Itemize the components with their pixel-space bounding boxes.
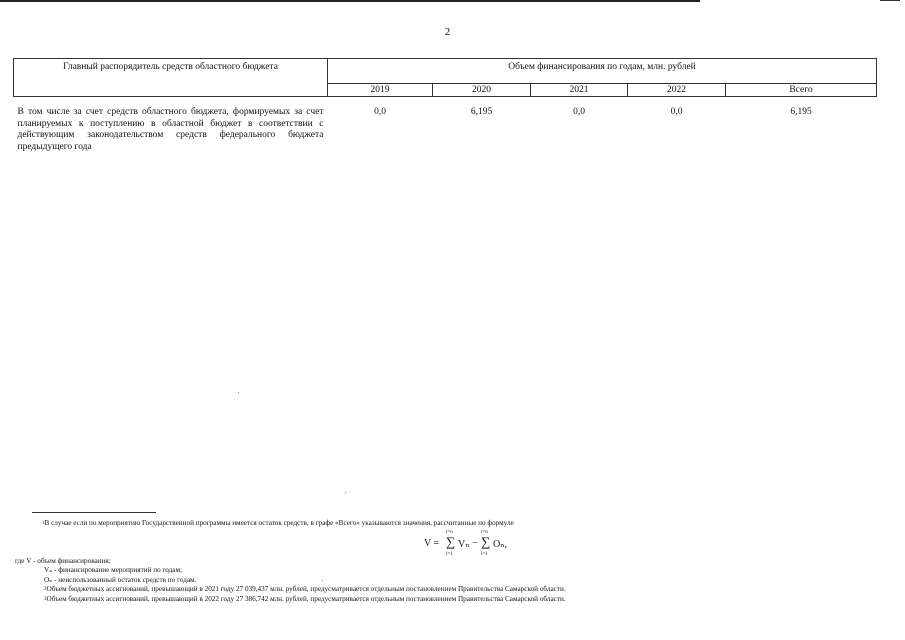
footnote-2-text: Объем бюджетных ассигнований, превышающий в 2021 году 27 039,437 млн. рублей, предусматривается отдельным постановлением Правительства Самарской области. — [46, 585, 566, 593]
footnote-2 — [44, 585, 566, 594]
row-value-2022: 0,0 — [670, 107, 683, 117]
footnote-where: где V - объем финансирования; — [15, 557, 111, 565]
formula-sum2-lower: i=1 — [481, 552, 488, 557]
row-value-2019: 0,0 — [374, 107, 386, 117]
header-year-2020: 2020 — [433, 84, 531, 97]
formula-sum2-upper: i=n — [481, 530, 488, 535]
formula-lhs: V = — [424, 538, 440, 549]
footnote-1 — [42, 519, 514, 528]
footnote-1-text: В случае если по мероприятию Государственной программы имеется остаток средств, в графе «Всего» указываются значения, рассчитанные по формуле — [44, 519, 514, 527]
sigma-icon: ∑ — [446, 534, 456, 549]
footnote-vn: Vₙ - финансирование мероприятий по годам; — [44, 566, 183, 574]
row-value-total: 6,195 — [790, 107, 812, 117]
formula-term1: Vₙ — [458, 539, 470, 550]
scan-speck — [345, 492, 346, 493]
row-description: В том числе за счет средств областного бюджета, формируемых за счет планируемых к поступлению в областной бюджет в соответствии с действующим законодательством средств федерального бюджета предыдущего года — [17, 107, 324, 152]
header-year-2021: 2021 — [531, 84, 628, 97]
row-value-2021: 0,0 — [573, 107, 585, 117]
top-border-line-right — [880, 0, 900, 1]
footnote-2-mark: 2 — [44, 587, 47, 592]
header-total: Всего — [726, 84, 877, 97]
formula-term2: Oₙ, — [493, 539, 508, 550]
header-chief-administrator: Главный распорядитель средств областного бюджета — [14, 59, 328, 97]
formula-sum-lower: i=1 — [446, 552, 453, 557]
footnote-separator — [32, 512, 156, 513]
formula-minus: − — [472, 538, 478, 549]
page-number: 2 — [444, 26, 451, 38]
financing-table — [13, 58, 877, 154]
row-value-2020: 6,195 — [470, 107, 493, 117]
footnote-3-mark: 3 — [44, 597, 47, 602]
scan-speck — [322, 580, 323, 581]
formula — [424, 530, 514, 560]
header-year-2022: 2022 — [628, 84, 726, 97]
footnote-3-text: Объем бюджетных ассигнований, превышающий в 2022 году 27 386,742 млн. рублей, предусматривается отдельным постановлением Правительства Самарской области. — [46, 595, 566, 603]
footnote-3 — [44, 595, 566, 604]
formula-sum-upper: i=n — [446, 530, 453, 535]
sigma-icon: ∑ — [481, 534, 491, 549]
table-row — [14, 97, 877, 155]
header-year-2019: 2019 — [328, 84, 433, 97]
top-border-line — [0, 0, 700, 2]
footnote-on: Oₙ - неиспользованный остаток средств по годам. — [44, 576, 197, 584]
scan-speck — [238, 392, 239, 393]
header-financing-volume: Объем финансирования по годам, млн. рублей — [328, 59, 877, 84]
footnote-1-mark: 1 — [42, 521, 45, 526]
